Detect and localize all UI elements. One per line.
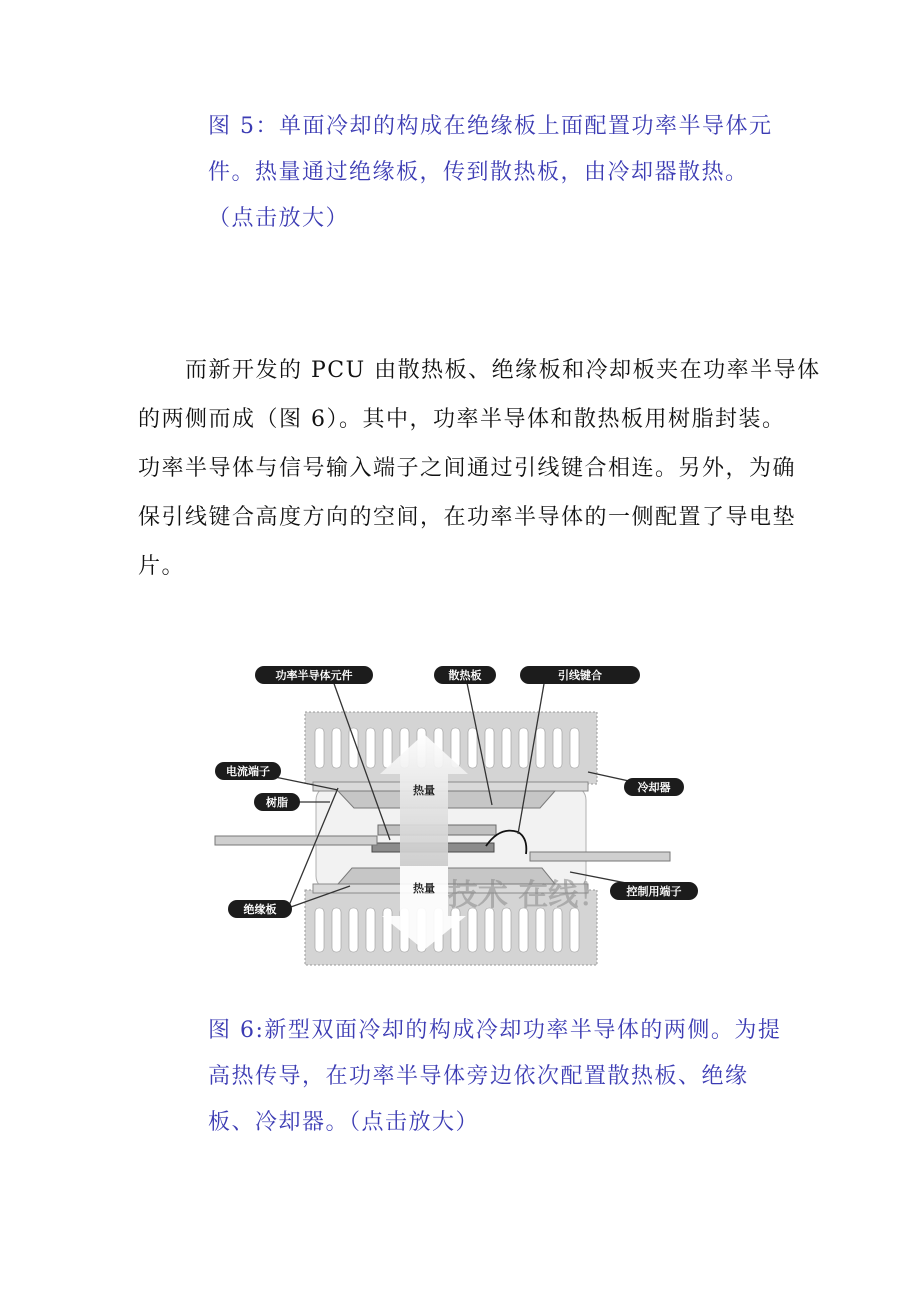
label-control-terminal	[610, 882, 698, 900]
label-wire-bond	[520, 666, 640, 684]
caption-line: 件。热量通过绝缘板，传到散热板，由冷却器散热。	[208, 160, 749, 185]
watermark-text: 技术 在线！	[447, 878, 609, 913]
svg-text:功率半导体元件: 功率半导体元件	[275, 669, 353, 682]
caption-line: 高热传导，在功率半导体旁边依次配置散热板、绝缘	[208, 1064, 749, 1089]
svg-text:绝缘板: 绝缘板	[243, 903, 277, 916]
figure-6-diagram[interactable]	[210, 650, 710, 980]
paragraph-line: 功率半导体与信号输入端子之间通过引线键合相连。另外，为确	[138, 456, 797, 481]
heat-label-top: 热量	[413, 784, 435, 797]
current-terminal	[215, 836, 377, 845]
svg-text:引线键合: 引线键合	[558, 669, 602, 682]
label-current-terminal	[215, 762, 281, 780]
figure-5-caption	[208, 104, 773, 242]
svg-text:散热板: 散热板	[448, 669, 482, 682]
svg-text:冷却器: 冷却器	[637, 781, 671, 794]
label-heat-plate	[434, 666, 496, 684]
label-resin	[254, 793, 300, 811]
body-paragraph	[138, 346, 821, 591]
label-power-element	[255, 666, 373, 684]
label-cooler	[624, 778, 684, 796]
caption-line: 图 5：单面冷却的构成在绝缘板上面配置功率半导体元	[208, 114, 773, 139]
paragraph-line: 保引线键合高度方向的空间，在功率半导体的一侧配置了导电垫	[138, 505, 797, 530]
heat-label-bottom: 热量	[413, 882, 435, 895]
paragraph-line: 片。	[138, 554, 186, 579]
svg-text:树脂: 树脂	[266, 796, 288, 809]
label-insulating-plate	[228, 900, 292, 918]
caption-line-with-enlarge-link[interactable]: 板、冷却器。（点击放大）	[208, 1110, 480, 1135]
control-terminal	[530, 852, 670, 861]
paragraph-line: 而新开发的 PCU 由散热板、绝缘板和冷却板夹在功率半导体	[138, 358, 821, 383]
paragraph-line: 的两侧而成（图 6）。其中，功率半导体和散热板用树脂封装。	[138, 407, 786, 432]
caption-line: 图 6:新型双面冷却的构成冷却功率半导体的两侧。为提	[208, 1018, 782, 1043]
caption-enlarge-link[interactable]: （点击放大）	[208, 206, 350, 231]
figure-6-caption	[208, 1008, 781, 1146]
top-insulating-plate	[313, 782, 588, 791]
svg-text:电流端子: 电流端子	[226, 765, 270, 778]
svg-text:控制用端子: 控制用端子	[626, 885, 682, 898]
